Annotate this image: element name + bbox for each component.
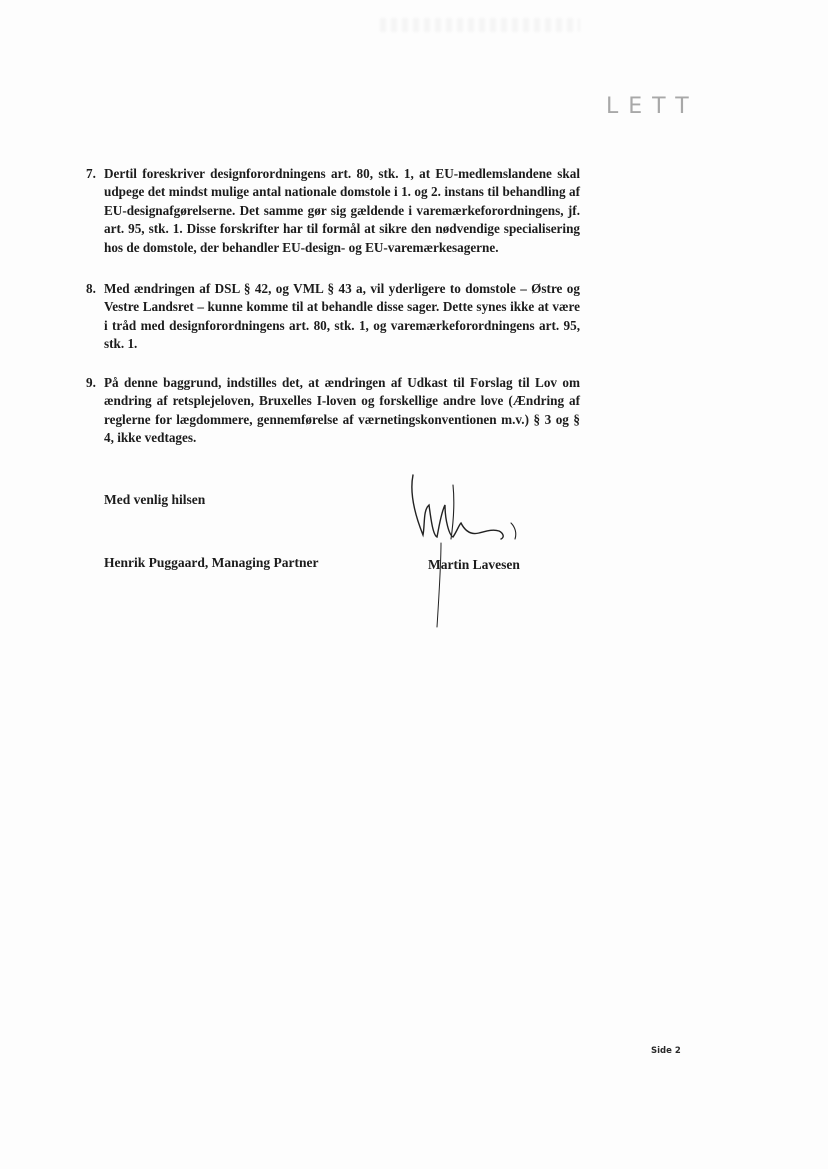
signer-2-name: Martin Lavesen (428, 557, 520, 572)
signer-1-name: Henrik Puggaard, Managing Partner (104, 555, 319, 570)
page-number: Side 2 (651, 1046, 681, 1056)
paragraph-text: På denne baggrund, indstilles det, at ændringen af Udkast til Forslag til Lov om ændring af retsplejeloven, Bruxelles I-loven og forskellige andre love (Ændring af reglerne for lægdommere, gennemførelse af værnetingskonventionen m.v.) § 3 og § 4, ikke vedtages. (104, 375, 580, 446)
lett-logo: LETT (606, 94, 699, 119)
paragraph-number: 7. (86, 166, 96, 181)
paragraph-9 (86, 374, 580, 448)
handwritten-signature (395, 465, 535, 635)
paragraph-7 (86, 165, 580, 257)
paragraph-text: Dertil foreskriver designforordningens art. 80, stk. 1, at EU-medlemslandene skal udpege det mindst mulige antal nationale domstole i 1. og 2. instans til behandling af EU-designafgørelserne. Det samme gør sig gældende i varemærkeforordningens, jf. art. 95, stk. 1. Disse forskrifter har til formål at sikre den nødvendige specialisering hos de domstole, der behandler EU-design- og EU-varemærkesagerne. (104, 166, 580, 255)
closing-greeting: Med venlig hilsen (104, 492, 206, 507)
paragraph-number: 9. (86, 375, 96, 390)
bleed-through-marks (380, 18, 580, 32)
paragraph-number: 8. (86, 281, 96, 296)
paragraph-8 (86, 280, 580, 354)
paragraph-text: Med ændringen af DSL § 42, og VML § 43 a, vil yderligere to domstole – Østre og Vestre Landsret – kunne komme til at behandle disse sager. Dette synes ikke at være i tråd med designforordningens art. 80, stk. 1, og varemærkeforordningens art. 95, stk. 1. (104, 281, 580, 352)
